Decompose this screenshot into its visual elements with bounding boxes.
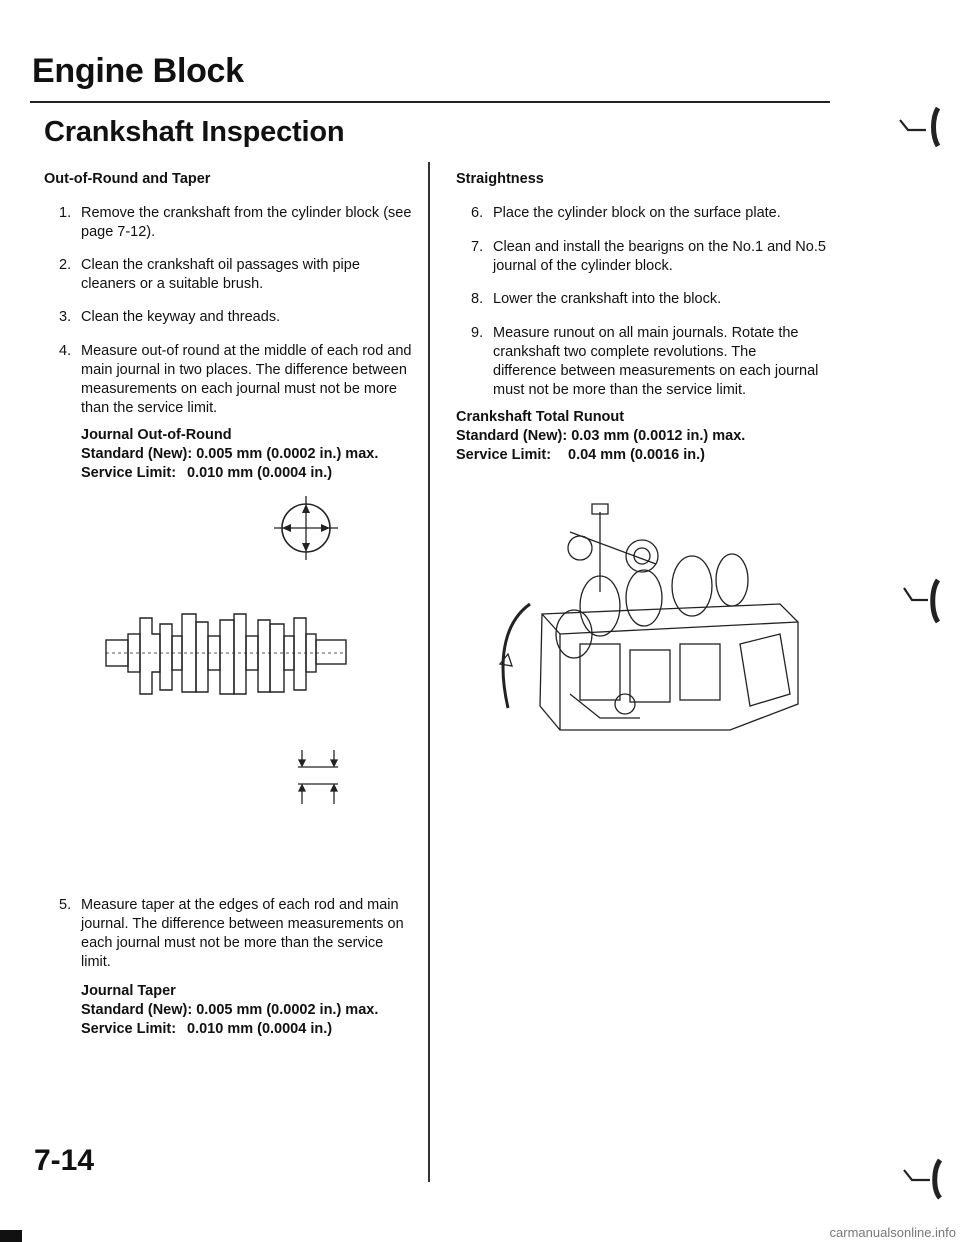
spec-service [81, 1020, 421, 1039]
spec-title: Journal Out-of-Round [81, 427, 232, 443]
step-line: journal of the cylinder block. [493, 258, 673, 274]
spec-standard: Standard (New): 0.03 mm (0.0012 in.) max. [456, 428, 746, 444]
step-text [493, 204, 781, 223]
step-text [81, 896, 404, 972]
taper-measure-diagram [292, 748, 352, 808]
step-line: Measure runout on all main journals. Rotate the [493, 325, 799, 341]
step-text [81, 204, 411, 242]
spec-service [456, 446, 836, 465]
spec-service-value: 0.04 mm (0.0016 in.) [568, 447, 706, 463]
spec-service-value: 0.010 mm (0.0004 in.) [187, 465, 333, 481]
crankshaft-diagram [102, 600, 352, 710]
section-title: Engine Block [32, 52, 244, 90]
step-line: each journal must not be more than the service [81, 935, 384, 951]
step-line: Measure out-of round at the middle of each rod and [81, 343, 412, 359]
step-line: than the service limit. [81, 400, 218, 416]
spec-title: Journal Taper [81, 983, 176, 999]
step-line: measurements on each journal must not be more [81, 381, 397, 397]
footer-watermark-url: carmanualsonline.info [829, 1225, 956, 1240]
step-text [493, 324, 818, 400]
step-line: difference between measurements on each journal [493, 363, 819, 379]
step-line: Remove the crankshaft from the cylinder block (see [81, 205, 412, 221]
step-text [81, 256, 360, 294]
step-number: 2. [59, 257, 72, 273]
spec-service-label: Service Limit: [81, 465, 177, 481]
spec-service-label: Service Limit: [456, 447, 552, 463]
step-number: 6. [471, 205, 484, 221]
spec-taper [81, 982, 421, 1039]
right-column [456, 170, 836, 463]
step-number: 3. [59, 309, 72, 325]
step-line: must not be more than the service limit. [493, 382, 747, 398]
step-line: Clean and install the bearigns on the No.1 and No.5 [493, 239, 826, 255]
step-line: Place the cylinder block on the surface plate. [493, 205, 781, 221]
spec-standard: Standard (New): 0.005 mm (0.0002 in.) max. [81, 1002, 379, 1018]
step-line: Measure taper at the edges of each rod and main [81, 897, 399, 913]
out-of-round-circle-diagram [270, 492, 342, 564]
step-line: cleaners or a suitable brush. [81, 276, 264, 292]
header-rule [30, 101, 830, 103]
spec-total-runout [456, 408, 836, 465]
step-text [493, 238, 826, 276]
step-number: 9. [471, 325, 484, 341]
step-text [81, 342, 411, 418]
step-line: limit. [81, 954, 111, 970]
spec-service-label: Service Limit: [81, 1021, 177, 1037]
page-subtitle: Crankshaft Inspection [44, 116, 345, 148]
step-number: 1. [59, 205, 72, 221]
step-text [493, 290, 721, 309]
spec-standard: Standard (New): 0.005 mm (0.0002 in.) max. [81, 446, 379, 462]
step-number: 5. [59, 897, 72, 913]
step-line: Clean the keyway and threads. [81, 309, 281, 325]
step-text [81, 308, 280, 327]
page-number: 7-14 [34, 1144, 95, 1177]
step-number: 8. [471, 291, 484, 307]
step-line: journal. The difference between measurements on [81, 916, 404, 932]
step-line: Lower the crankshaft into the block. [493, 291, 722, 307]
column-divider [428, 162, 430, 1182]
spec-title: Crankshaft Total Runout [456, 409, 625, 425]
spec-out-of-round [81, 426, 421, 483]
step-line: main journal in two places. The difference between [81, 362, 407, 378]
step-number: 4. [59, 343, 72, 359]
spec-service-value: 0.010 mm (0.0004 in.) [187, 1021, 333, 1037]
left-heading: Out-of-Round and Taper [44, 171, 211, 187]
page-corner-tab [0, 1230, 22, 1242]
step-line: crankshaft two complete revolutions. The [493, 344, 757, 360]
step-number: 7. [471, 239, 484, 255]
step-line: page 7-12). [81, 224, 156, 240]
spec-service [81, 464, 421, 483]
right-heading: Straightness [456, 171, 544, 187]
runout-measurement-illustration [480, 494, 810, 744]
step-line: Clean the crankshaft oil passages with pipe [81, 257, 360, 273]
